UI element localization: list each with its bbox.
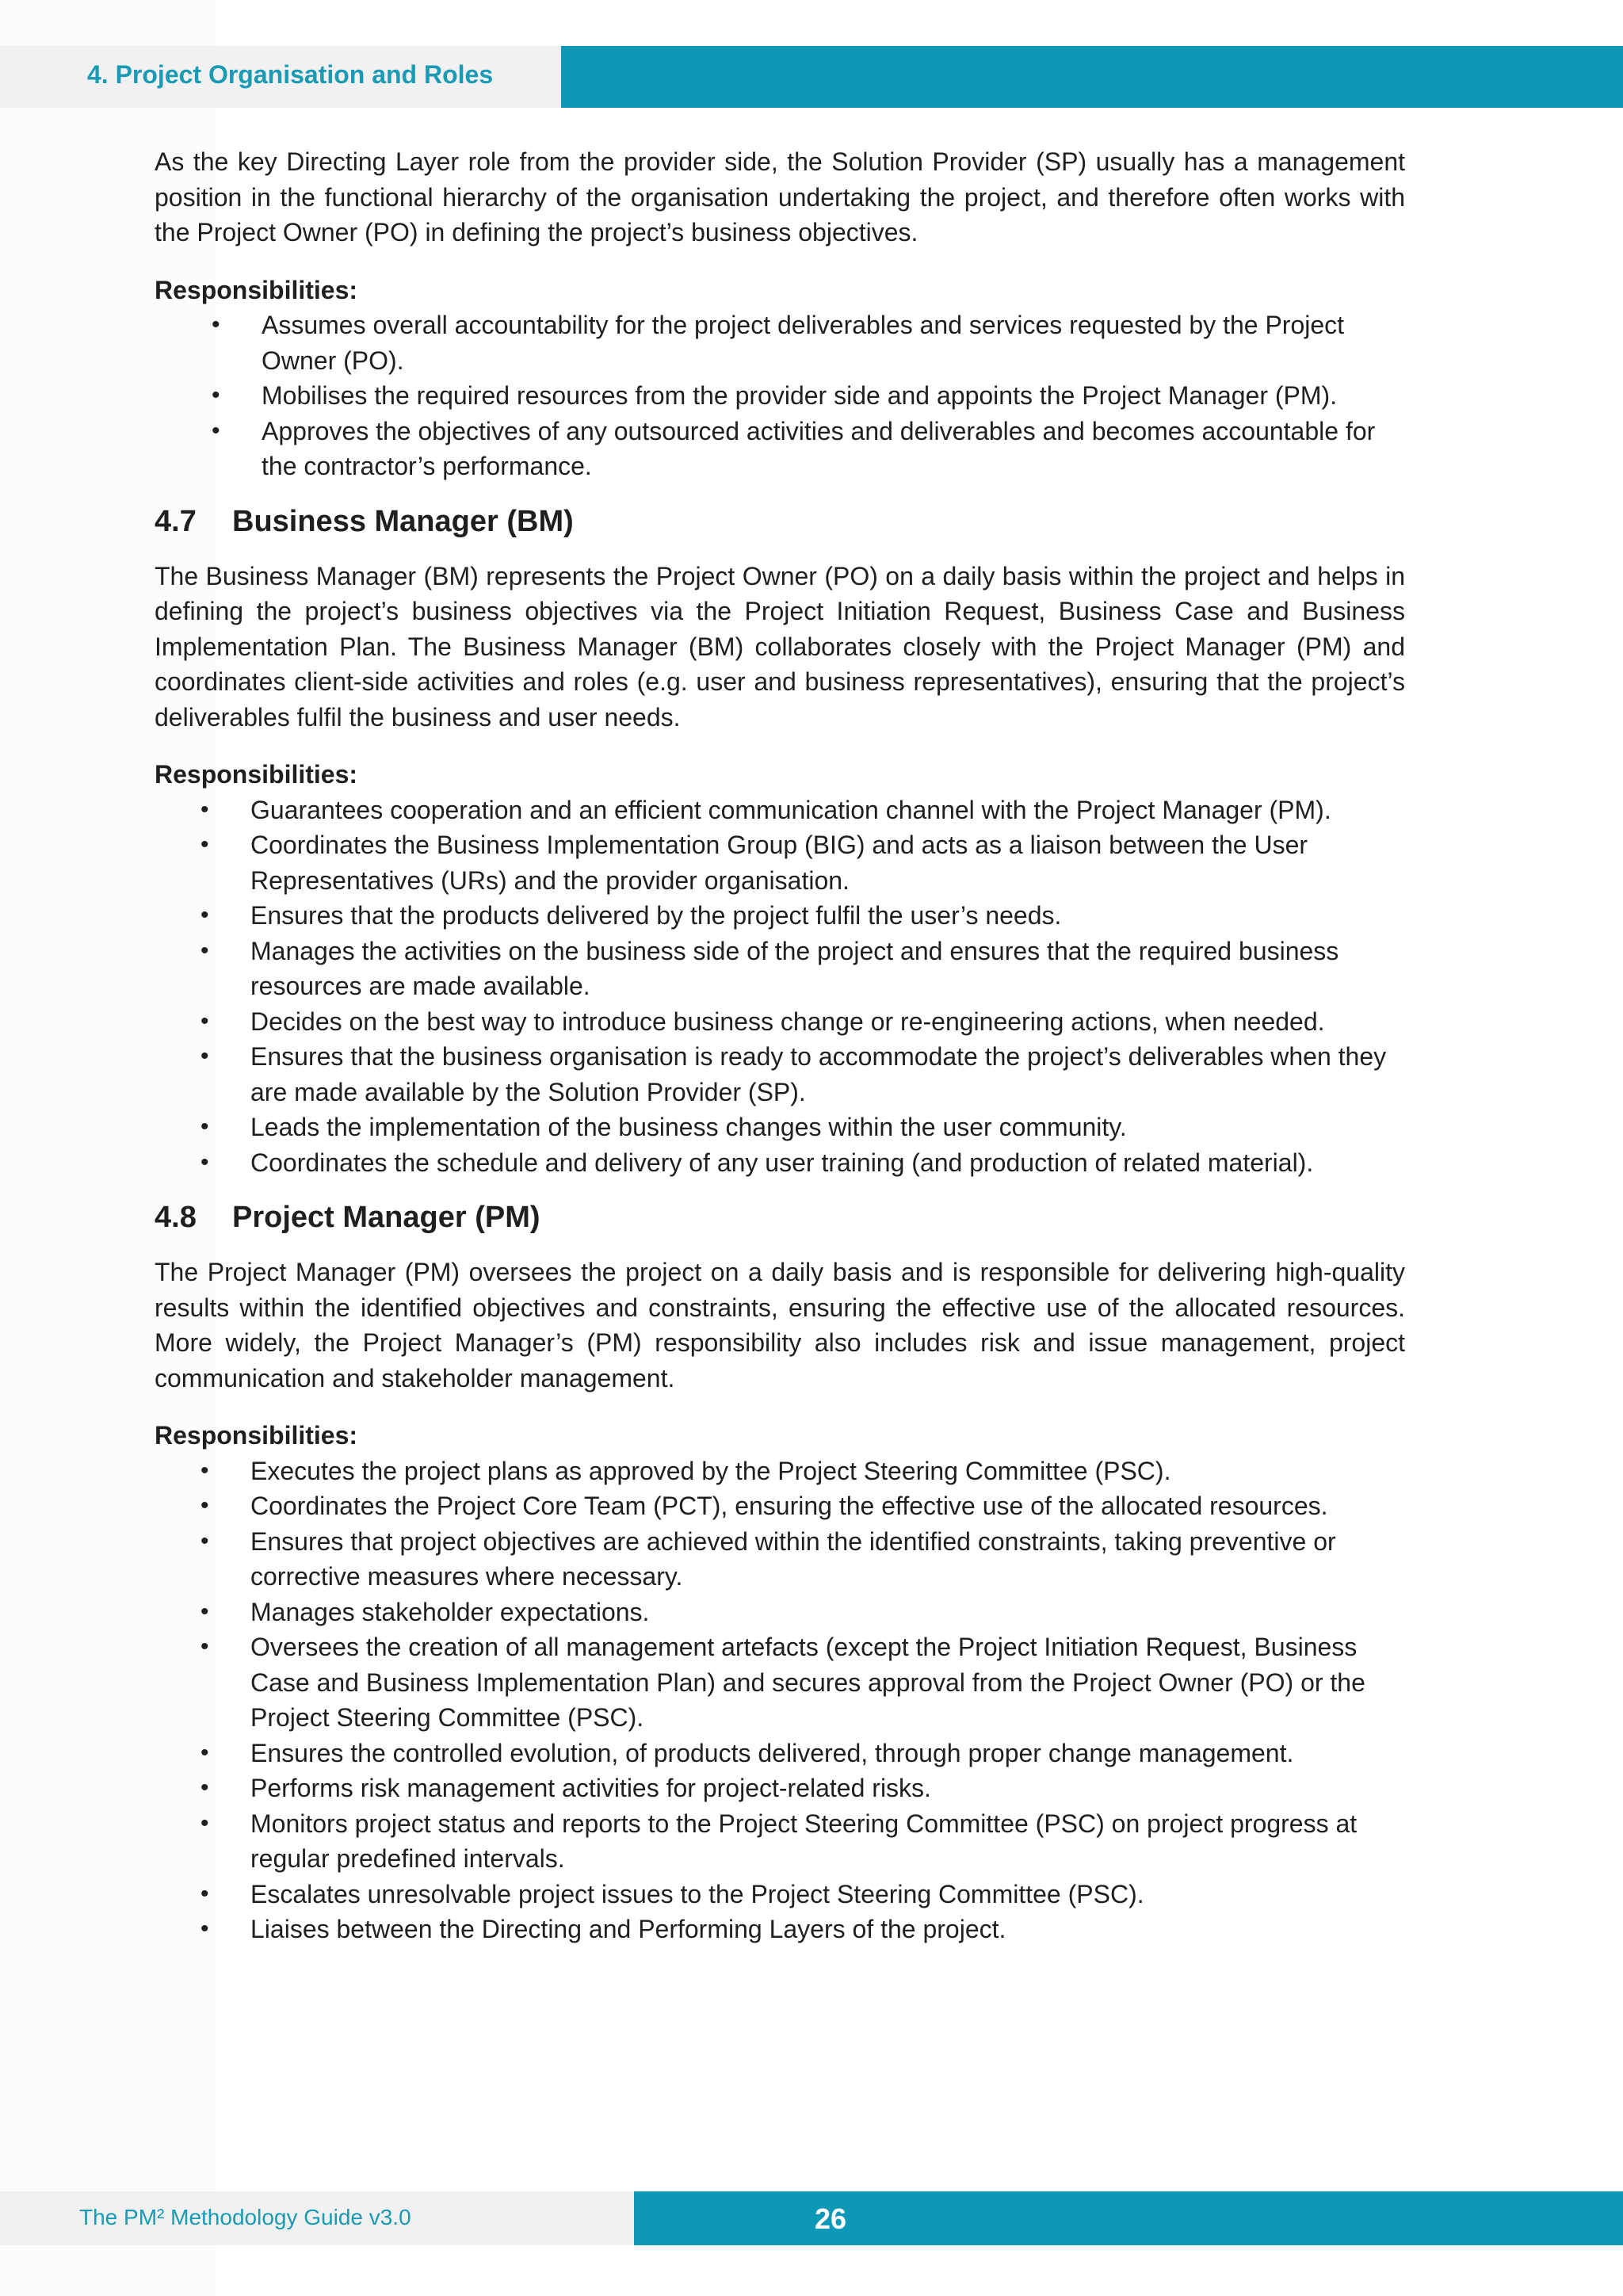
list-item: • Liaises between the Directing and Performing Layers of the project.	[143, 1912, 1405, 1947]
list-item: • Coordinates the schedule and delivery of any user training (and production of related material).	[143, 1145, 1405, 1181]
sp-responsibilities-label: Responsibilities:	[155, 275, 358, 304]
list-item: • Approves the objectives of any outsourced activities and deliverables and becomes accountable for the contractor’s performance.	[155, 414, 1405, 484]
list-item: • Ensures the controlled evolution, of products delivered, through proper change management.	[143, 1736, 1405, 1771]
header-accent-bar	[561, 46, 1623, 108]
bm-paragraph: The Business Manager (BM) represents the Project Owner (PO) on a daily basis within the project and helps in defining the project’s business objectives via the Project Initiation Request, Business Case and Business Implementation Plan. The Business Manager (BM) collaborates closely with the Project Manager (PM) and coordinates client-side activities and roles (e.g. user and business representatives), ensuring that the project’s deliverables fulfil the business and user needs.	[155, 561, 1405, 732]
sp-responsibilities-list	[155, 308, 1405, 484]
list-item: • Coordinates the Project Core Team (PCT), ensuring the effective use of the allocated resources.	[143, 1488, 1405, 1524]
footer-guide-title: The PM² Methodology Guide v3.0	[79, 2205, 411, 2229]
list-item: • Decides on the best way to introduce business change or re-engineering actions, when needed.	[143, 1004, 1405, 1040]
bm-responsibilities-list	[143, 793, 1405, 1181]
page-number: 26	[815, 2202, 847, 2235]
pm-responsibilities-label: Responsibilities:	[155, 1421, 358, 1450]
list-item: • Assumes overall accountability for the project deliverables and services requested by the Project Owner (PO).	[155, 308, 1405, 378]
section-heading-pm	[155, 1198, 1405, 1237]
list-item: • Monitors project status and reports to the Project Steering Committee (PSC) on project progress at regular predefined intervals.	[143, 1806, 1405, 1877]
pm-paragraph: The Project Manager (PM) oversees the project on a daily basis and is responsible for delivering high-quality results within the identified objectives and constraints, ensuring the effective use of the allocated resources. More widely, the Project Manager’s (PM) responsibility also includes risk and issue management, project communication and stakeholder management.	[155, 1258, 1405, 1392]
intro-paragraph: As the key Directing Layer role from the provider side, the Solution Provider (SP) usually has a management position in the functional hierarchy of the organisation undertaking the project, and therefore often works with the Project Owner (PO) in defining the project’s business objectives.	[155, 147, 1405, 246]
footer-accent-bar	[634, 2191, 1623, 2245]
list-item: • Oversees the creation of all management artefacts (except the Project Initiation Request, Business Case and Business Implementation Plan) and secures approval from the Project Owner (PO) or the Project Steering Committee (PSC).	[143, 1629, 1405, 1736]
section-number: 4.7	[155, 504, 197, 538]
list-item: • Manages the activities on the business side of the project and ensures that the required business resources are made available.	[143, 934, 1405, 1004]
list-item: • Escalates unresolvable project issues to the Project Steering Committee (PSC).	[143, 1877, 1405, 1912]
list-item: • Performs risk management activities for project-related risks.	[143, 1771, 1405, 1806]
page-content	[155, 144, 1405, 1965]
section-number: 4.8	[155, 1201, 197, 1234]
list-item: • Ensures that the business organisation is ready to accommodate the project’s deliverables when they are made available by the Solution Provider (SP).	[143, 1039, 1405, 1110]
bm-responsibilities-label: Responsibilities:	[155, 760, 358, 789]
list-item: • Mobilises the required resources from the provider side and appoints the Project Manager (PM).	[155, 378, 1405, 414]
list-item: • Manages stakeholder expectations.	[143, 1595, 1405, 1630]
pm-responsibilities-list	[143, 1454, 1405, 1947]
list-item: • Ensures that the products delivered by the project fulfil the user’s needs.	[143, 898, 1405, 934]
list-item: • Ensures that project objectives are achieved within the identified constraints, taking preventive or corrective measures where necessary.	[143, 1524, 1405, 1595]
section-title: Project Manager (PM)	[232, 1201, 540, 1234]
list-item: • Executes the project plans as approved by the Project Steering Committee (PSC).	[143, 1454, 1405, 1489]
chapter-title: 4. Project Organisation and Roles	[87, 60, 494, 89]
section-title: Business Manager (BM)	[232, 504, 574, 538]
list-item: • Guarantees cooperation and an efficient communication channel with the Project Manager (PM).	[143, 793, 1405, 828]
list-item: • Coordinates the Business Implementation Group (BIG) and acts as a liaison between the User Representatives (URs) and the provider organisation.	[143, 827, 1405, 898]
list-item: • Leads the implementation of the business changes within the user community.	[143, 1110, 1405, 1145]
section-heading-bm	[155, 502, 1405, 541]
